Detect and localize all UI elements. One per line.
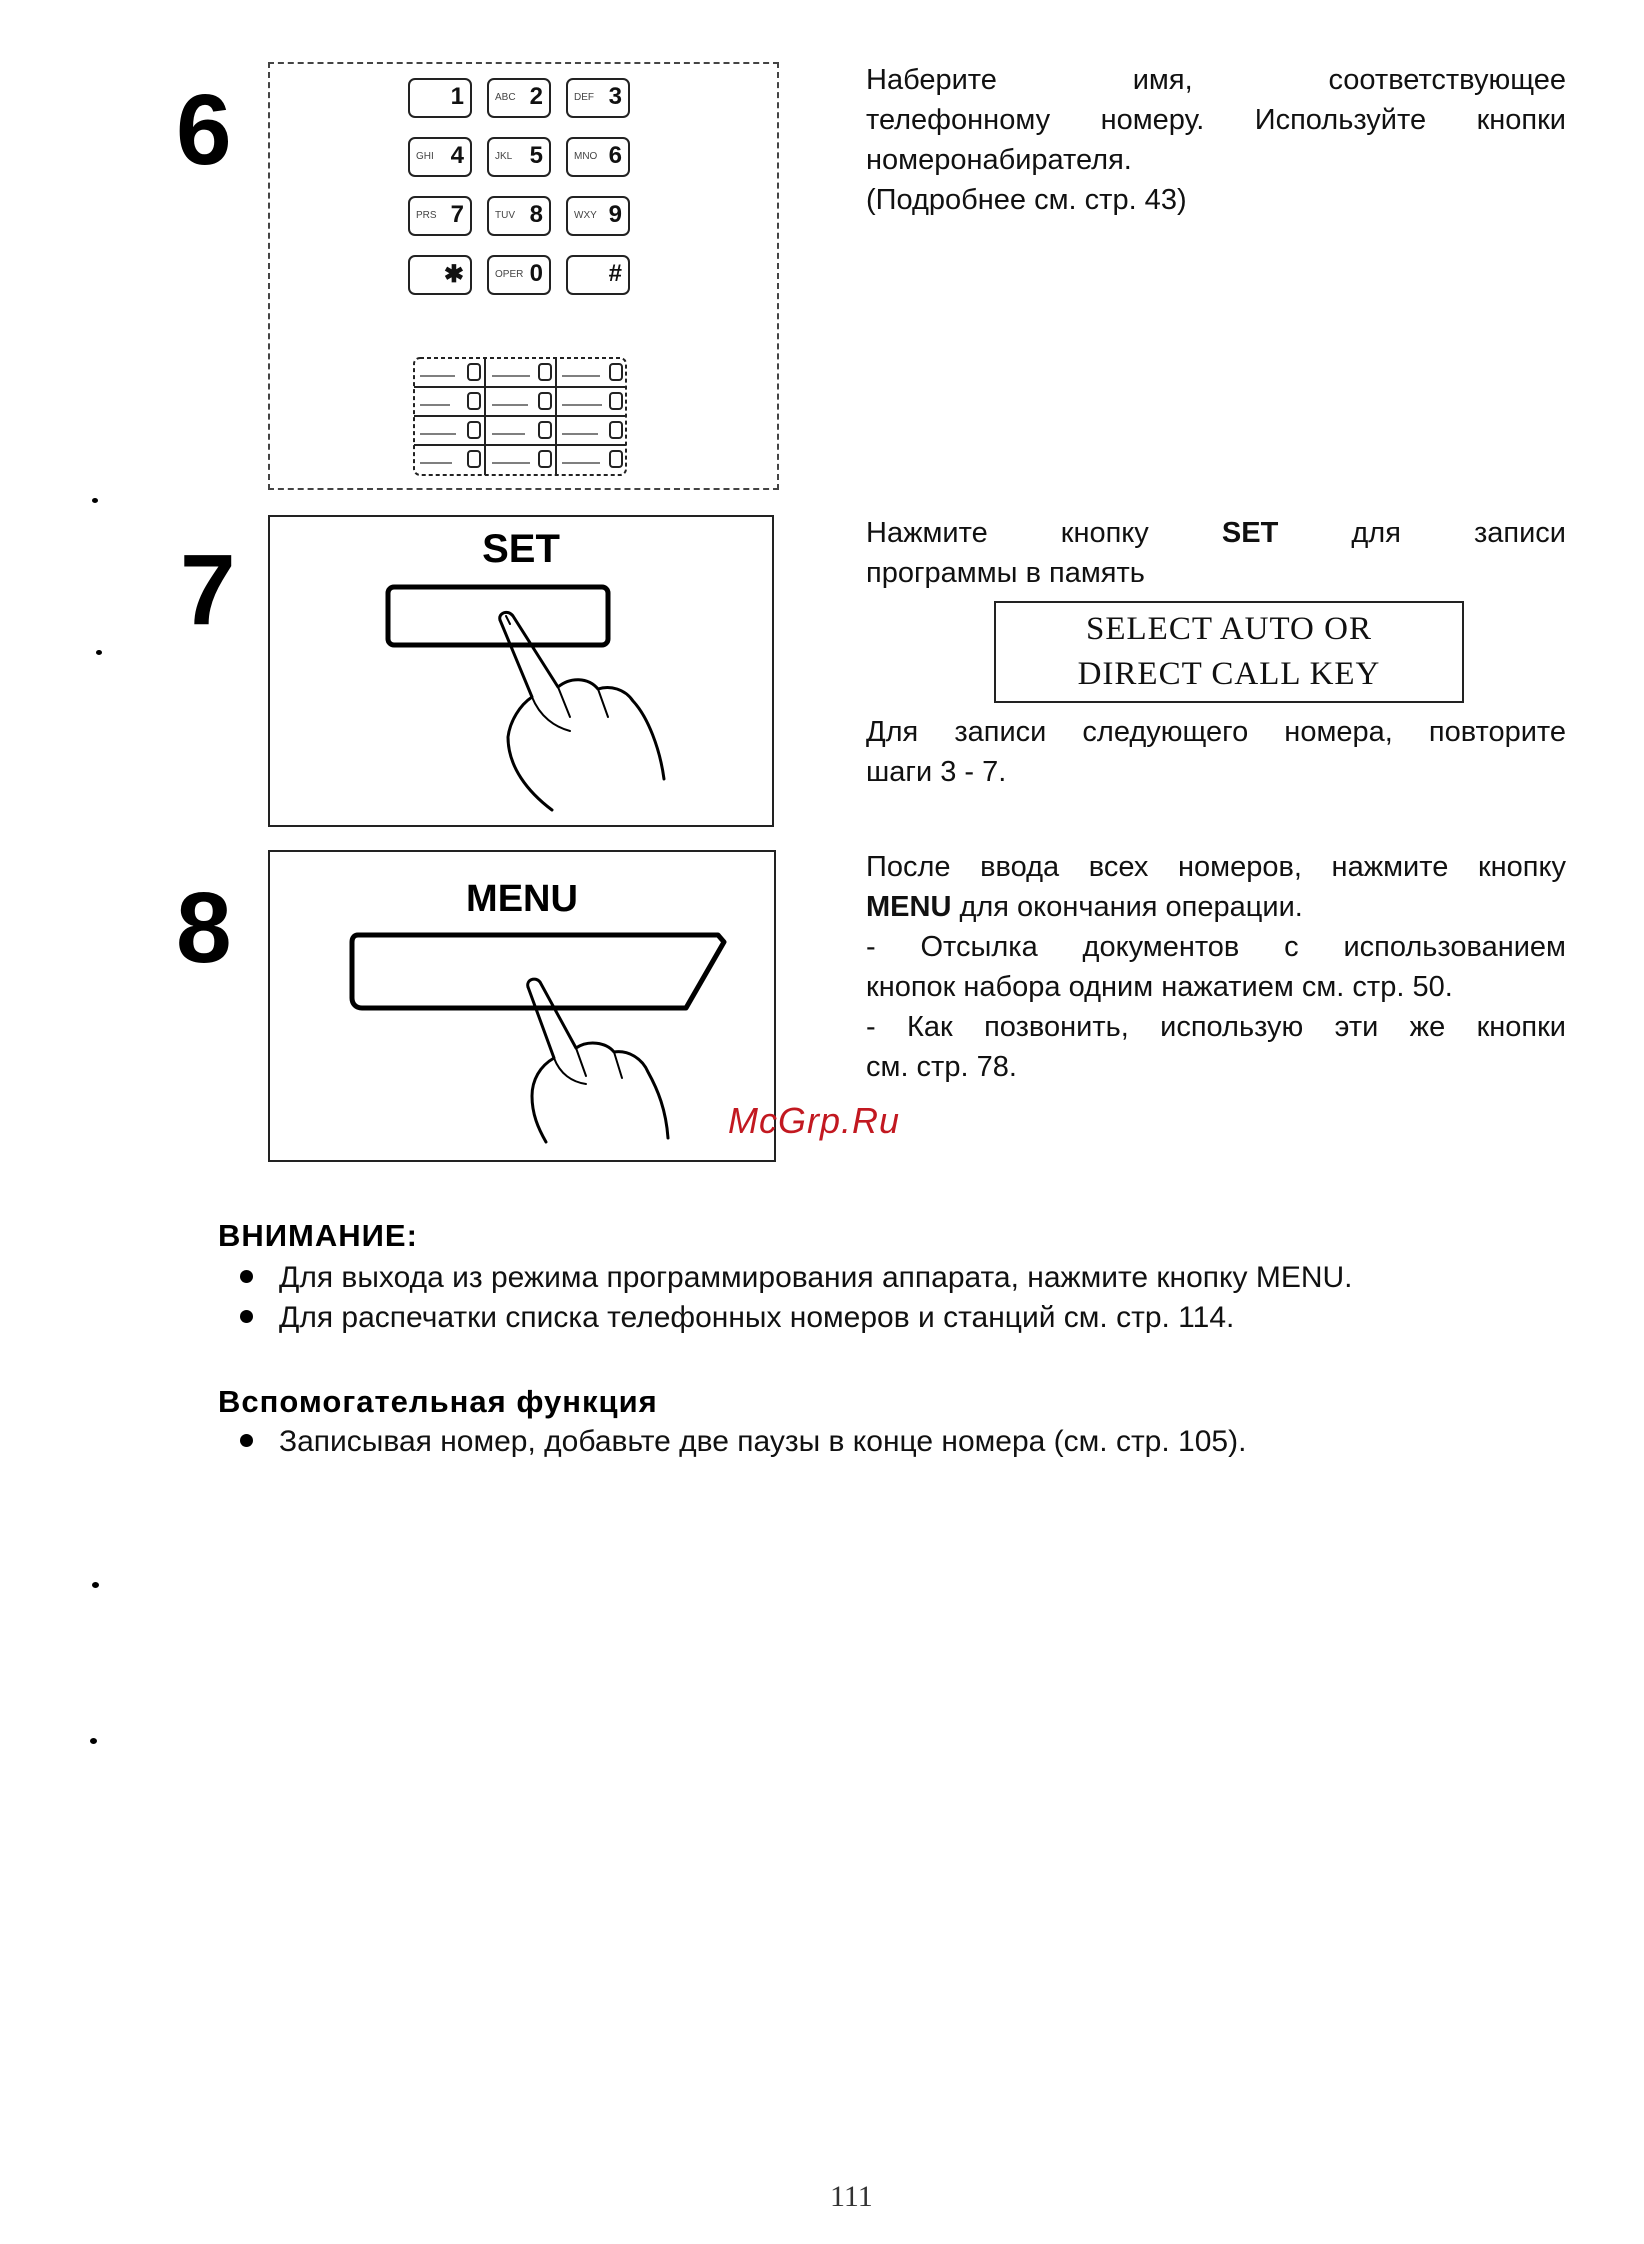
step-7-text	[866, 513, 1566, 593]
bullet-icon	[240, 1270, 253, 1283]
keypad-key	[408, 78, 472, 118]
keypad-key-letters: MNO	[574, 151, 598, 162]
attention-item-2	[240, 1298, 1234, 1338]
scan-speck	[90, 1738, 97, 1744]
keypad-key	[566, 137, 630, 177]
keypad-key-letters: OPER	[495, 269, 524, 280]
set-button-label: SET	[482, 527, 560, 571]
step-7-line-2: программы в память	[866, 557, 1145, 589]
keypad-key	[408, 137, 472, 177]
keypad-key-digit: ✱	[443, 261, 464, 288]
keypad-key-digit: 4	[450, 142, 464, 169]
lcd-display	[994, 601, 1464, 703]
attention-item-1-text: Для выхода из режима программирования аппарата, нажмите кнопку MENU.	[279, 1261, 1353, 1294]
step-7-line-1	[866, 513, 1566, 553]
keypad-key-letters: JKL	[495, 151, 513, 162]
menu-button-label: MENU	[466, 878, 578, 920]
bullet-icon	[240, 1310, 253, 1323]
keypad-key-digit: #	[608, 260, 622, 287]
keypad-key	[487, 196, 551, 236]
scan-speck	[96, 650, 102, 655]
bullet-icon	[240, 1434, 253, 1447]
watermark: McGrp.Ru	[728, 1100, 901, 1141]
aux-item-1-text: Записывая номер, добавьте две паузы в конце номера (см. стр. 105).	[279, 1425, 1247, 1458]
keypad-key	[566, 255, 630, 295]
step-6-line-1: Наберите имя, соответствующее	[866, 64, 1566, 96]
attention-item-2-text: Для распечатки списка телефонных номеров и станций см. стр. 114.	[279, 1301, 1235, 1334]
keypad-key-digit: 2	[529, 83, 543, 110]
keypad-key-letters: DEF	[574, 92, 594, 103]
step-8-line-4: кнопок набора одним нажатием см. стр. 50.	[866, 971, 1453, 1003]
step-6-text	[866, 60, 1566, 220]
keypad-key-digit: 7	[450, 201, 464, 228]
step-7-after-text	[866, 712, 1566, 792]
keypad-key	[566, 196, 630, 236]
keypad-key-digit: 9	[608, 201, 622, 228]
step-8-line-5: - Как позвонить, использую эти же кнопки	[866, 1011, 1566, 1043]
keypad-key-digit: 5	[529, 142, 543, 169]
step-6-line-4: (Подробнее см. стр. 43)	[866, 184, 1187, 216]
finger-pressing-set-icon	[270, 517, 776, 829]
step-6-line-3: номеронабирателя.	[866, 144, 1132, 176]
attention-heading: ВНИМАНИЕ:	[218, 1218, 418, 1253]
keypad-key	[487, 255, 551, 295]
step-7-set-keyword: SET	[1221, 517, 1279, 549]
step-7-after-line-2: шаги 3 - 7.	[866, 756, 1007, 788]
step-number-8: 8	[176, 872, 232, 984]
page-number: 111	[830, 2180, 873, 2213]
step-8-line-2	[866, 887, 1566, 927]
keypad-key-digit: 0	[529, 260, 543, 287]
aux-item-1	[240, 1422, 1246, 1462]
keypad-key-letters: WXY	[574, 210, 597, 221]
keypad-key-letters: GHI	[416, 151, 434, 162]
step-8-line-1: После ввода всех номеров, нажмите кнопку	[866, 851, 1566, 883]
keypad-key	[487, 137, 551, 177]
keypad-key-letters: TUV	[495, 210, 515, 221]
lcd-line-1: SELECT AUTO OR	[1086, 611, 1372, 647]
keypad-key-digit: 6	[608, 142, 622, 169]
step-6-line-2: телефонному номеру. Используйте кнопки	[866, 104, 1566, 136]
keypad-key-digit: 3	[608, 83, 622, 110]
menu-button-figure	[268, 850, 776, 1162]
step-7-after-line-1: Для записи следующего номера, повторите	[866, 716, 1566, 748]
keypad-key-digit: 1	[450, 83, 464, 110]
step-8-line-6: см. стр. 78.	[866, 1051, 1017, 1083]
keypad-key	[408, 255, 472, 295]
step-8-line-3: - Отсылка документов с использованием	[866, 931, 1566, 963]
keypad-key-letters: PRS	[416, 210, 437, 221]
one-touch-panel-illustration	[410, 354, 630, 479]
keypad-key-letters: ABC	[495, 92, 516, 103]
aux-heading: Вспомогательная функция	[218, 1384, 658, 1419]
keypad-key	[487, 78, 551, 118]
set-button-figure	[268, 515, 774, 827]
step-7-suffix: для записи	[1278, 517, 1567, 549]
keypad-key-digit: 8	[529, 201, 543, 228]
step-8-menu-keyword: MENU	[866, 891, 952, 923]
step-number-7: 7	[180, 534, 236, 646]
step-number-6: 6	[176, 74, 232, 186]
finger-pressing-menu-icon	[270, 852, 778, 1164]
step-8-line-2-rest: для окончания операции.	[951, 891, 1303, 923]
attention-item-1	[240, 1258, 1353, 1298]
step-7-prefix: Нажмите кнопку	[866, 517, 1222, 549]
lcd-line-2: DIRECT CALL KEY	[1077, 656, 1381, 692]
scan-speck	[92, 1582, 99, 1588]
keypad-key	[566, 78, 630, 118]
keypad-key	[408, 196, 472, 236]
step-8-text	[866, 847, 1566, 1087]
keypad-figure	[268, 62, 779, 490]
scan-speck	[92, 498, 98, 503]
